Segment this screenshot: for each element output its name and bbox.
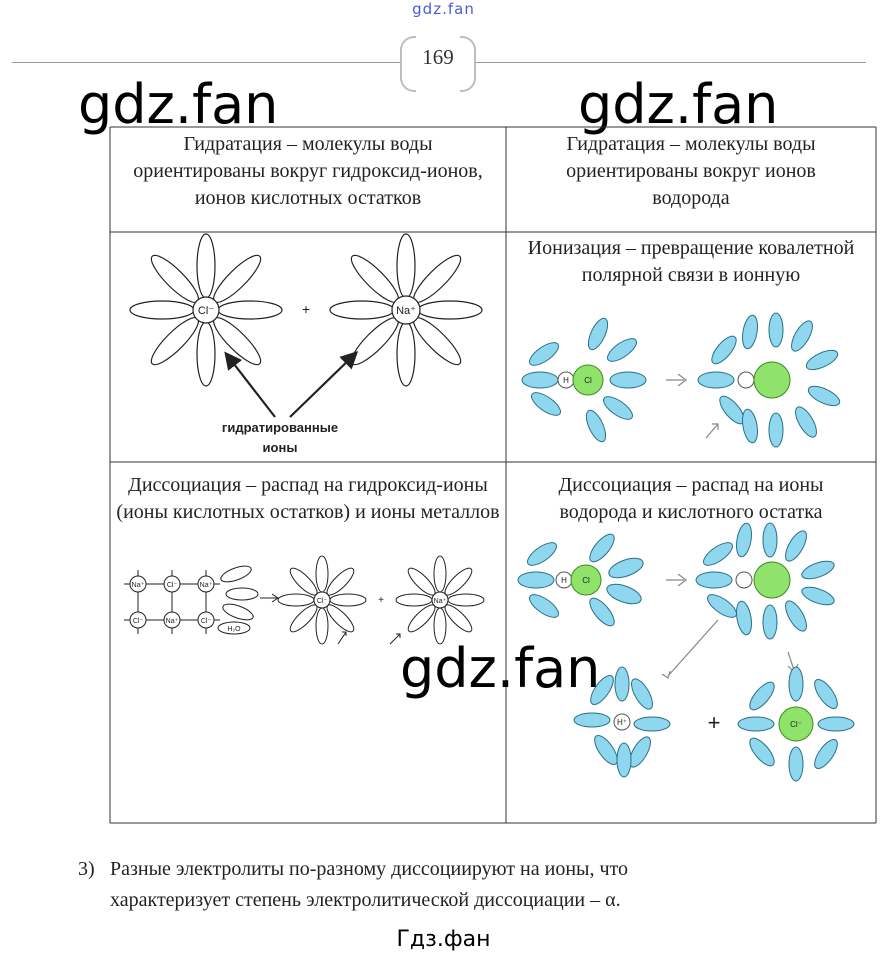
sodium-ion-label: Na⁺ <box>396 305 416 317</box>
lattice-ion-1: Na⁺ <box>131 582 145 589</box>
acid-plus-sign: + <box>707 710 721 735</box>
chloride-ion-label: Cl⁻ <box>197 305 215 317</box>
ionization-arrow <box>666 374 686 386</box>
paragraph-line-1: Разные электролиты по-разному диссоциируют на ионы, что <box>110 858 629 880</box>
cell-hydrated-ions <box>110 232 506 462</box>
lattice-ion-4: Cl⁻ <box>132 618 144 625</box>
footer-site-label: Гдз.фан <box>396 927 491 952</box>
hydration-hydrogen-text: Гидратация – молекулы воды ориентированы вокруг ионов водорода <box>566 133 816 209</box>
cell-ionization <box>506 232 876 462</box>
acid-cl-label: Cl <box>582 576 590 585</box>
lattice-ion-5: Na⁺ <box>165 618 179 625</box>
arrow-to-chloride <box>227 355 275 417</box>
cell-hydration-hydroxide <box>110 127 506 232</box>
watermark-top-right: gdz.fan <box>578 73 779 136</box>
hydrogen-ion-label: H⁺ <box>617 718 627 727</box>
watermark-middle: gdz.fan <box>400 637 601 700</box>
cell-hydration-hydrogen <box>506 127 876 232</box>
paragraph-body <box>110 854 858 916</box>
acid-h-label: H <box>561 576 567 585</box>
page-number-text: 169 <box>422 45 454 69</box>
site-header-label[interactable]: gdz.fan <box>412 0 475 18</box>
dissociation-ionic-text: Диссоциация – распад на гидроксид-ионы (ионы кислотных остатков) и ионы металлов <box>116 474 500 523</box>
paragraph-line-2: характеризует степень электролитической диссоциации – α. <box>110 889 621 911</box>
paragraph-3 <box>78 854 858 916</box>
ionization-diagram <box>506 232 876 462</box>
dissociated-sodium: Na⁺ <box>433 598 447 605</box>
watermark-top-left: gdz.fan <box>78 73 279 136</box>
dissociation-acid-text: Диссоциация – распад на ионы водорода и кислотного остатка <box>558 474 824 523</box>
paragraph-number: 3) <box>78 858 95 880</box>
arrow-to-sodium <box>290 354 355 417</box>
small-arrow <box>706 424 718 438</box>
caption-line-1: гидратированные <box>221 420 339 435</box>
ionization-cl-label: Cl <box>584 376 592 385</box>
dissociated-chloride: Cl⁻ <box>316 598 328 605</box>
ionization-h-label: H <box>563 376 569 385</box>
hydration-hydroxide-text: Гидратация – молекулы воды ориентированы вокруг гидроксид-ионов, ионов кислотных остатков <box>133 133 483 209</box>
lattice-ion-3: Na⁺ <box>199 582 213 589</box>
lattice-water: H₂O <box>227 626 241 633</box>
caption-line-2: ионы <box>262 440 298 455</box>
plus-sign: + <box>301 301 311 317</box>
lattice-ion-2: Cl⁻ <box>166 582 178 589</box>
ionization-text: Ионизация – превращение ковалетной полярной связи в ионную <box>527 237 855 286</box>
dissociation-plus: + <box>378 595 384 606</box>
hydrated-ions-caption <box>190 418 370 458</box>
lattice-ion-6: Cl⁻ <box>200 618 212 625</box>
chloride-ion-label-acid: Cl⁻ <box>790 720 802 729</box>
